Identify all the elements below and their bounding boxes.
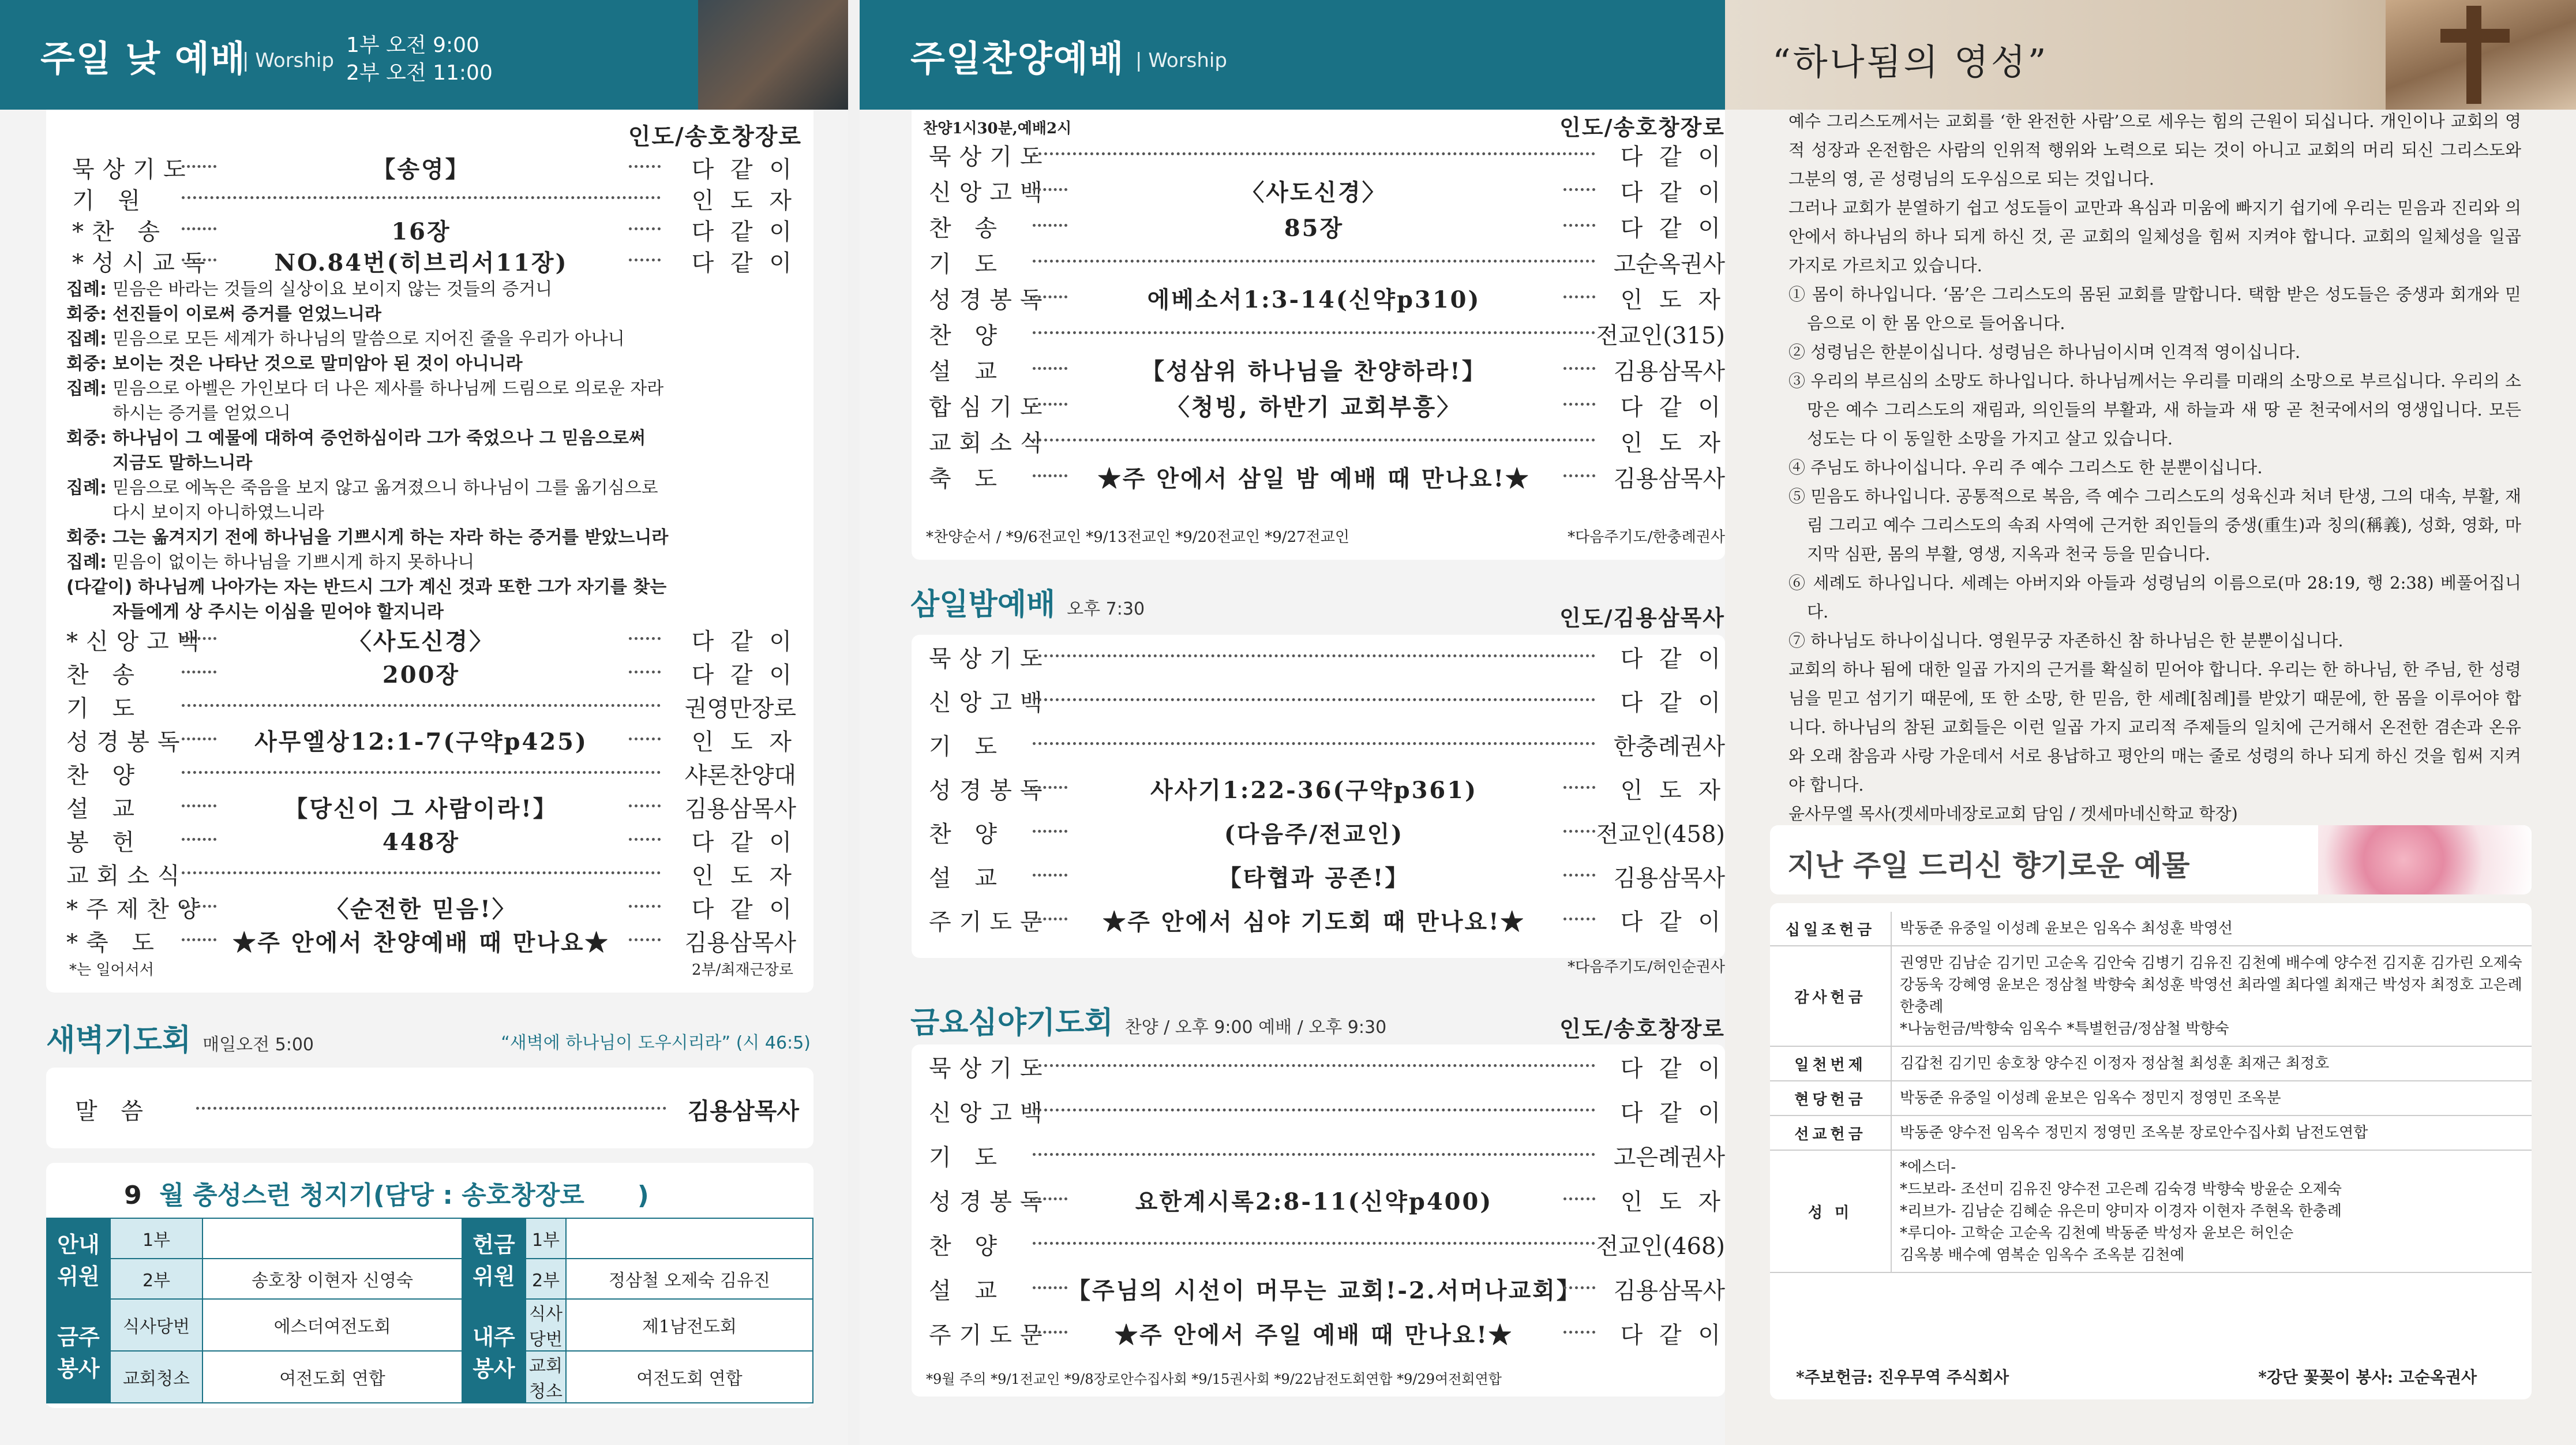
reading-line: [66, 500, 796, 525]
reading-text: 믿음으로 에녹은 죽음을 보지 않고 옮겨졌으니 하나님이 그를 옮기심으로: [112, 478, 658, 498]
order-label: 기 도: [66, 695, 143, 722]
order-content: (다음주/전교인): [1224, 821, 1404, 848]
order-person: 다 같 이: [1620, 215, 1725, 242]
offering-row: [1770, 1046, 2532, 1081]
order-person: 김용삼목사: [1613, 865, 1725, 892]
order-content: NO.84번(히브리서11장): [274, 249, 568, 276]
order-row: [929, 1184, 1725, 1216]
reading-speaker: 집례:: [66, 478, 107, 498]
banner: [0, 0, 848, 110]
reading-line: [66, 401, 796, 426]
reading-speaker: 집례:: [66, 552, 107, 572]
order-label: *주제찬양: [66, 896, 208, 923]
reading-text: 하나님이 그 예물에 대하여 증언하심이라 그가 죽었으나 그 믿음으로써: [112, 428, 646, 448]
reading-text: 선진들이 이로써 증거를 얻었느니라: [112, 304, 382, 324]
reading-text: 믿음으로 아벨은 가인보다 더 나은 제사를 하나님께 드림으로 의로운 자라: [112, 379, 664, 399]
praying-hands-image: [698, 0, 848, 110]
order-person: 다 같 이: [691, 662, 796, 688]
offering-names: *에스더- *드보라- 조선미 김유진 양수전 고은례 김숙경 박향숙 방윤순 오제숙 *리브가- 김남순 김혜순 유은미 양미자 이경자 이현자 주현옥 한충례 *루디아- 고학순 고순옥 김천예 박동준 박성자 윤보은 허인순 김옥봉 배수예 염복순 임옥수 조옥분 김천예: [1891, 1150, 2532, 1272]
column-title: “하나됨의 영성”: [1772, 41, 2049, 83]
order-label: 축 도: [929, 466, 1005, 492]
order-row: [929, 1095, 1725, 1127]
order-row: [66, 891, 796, 923]
order-person: 김용삼목사: [1613, 466, 1725, 492]
offering-type: 일천번제: [1770, 1046, 1891, 1081]
dawn-prayer-title: 새벽기도회 매일오전 5:00: [46, 1023, 314, 1058]
page-afternoon-worship: [860, 0, 1725, 1445]
order-label: 묵상기도: [72, 156, 194, 183]
flower-service: *강단 꽃꽂이 봉사: 고순옥권사: [2258, 1368, 2477, 1387]
order-content: 【타협과 공존!】: [1218, 864, 1410, 892]
offering-names: 박동준 유중일 이성례 윤보은 임옥수 정민지 정영민 조옥분: [1891, 1081, 2532, 1115]
article-paragraph: ② 성령님은 한분이십니다. 성령님은 하나님이시며 인격적 영이십니다.: [1788, 342, 2301, 362]
order-content: 요한계시록2:8-11(신약p400): [1135, 1188, 1493, 1215]
reading-text: 보이는 것은 나타난 것으로 말미암아 된 것이 아니니라: [112, 354, 523, 374]
reading-text: 믿음이 없이는 하나님을 기쁘시게 하지 못하나니: [112, 552, 475, 572]
order-label: 신앙고백: [929, 1100, 1051, 1126]
banner: [860, 0, 1731, 110]
order-content: 〈사도신경〉: [1241, 179, 1387, 206]
offering-names: 박동준 유중일 이성례 윤보은 임옥수 최성훈 박영선: [1891, 912, 2532, 946]
order-label: 합심기도: [929, 394, 1051, 421]
order-content: 〈청빙, 하반기 교회부흥〉: [1166, 394, 1462, 421]
offering-names: 정삼철 오제숙 김유진: [566, 1259, 813, 1299]
order-person: 다 같 이: [691, 829, 796, 856]
order-label: 찬 송: [66, 662, 143, 688]
reading-text: 지금도 말하느니라: [113, 453, 253, 473]
order-label: 묵상기도: [929, 144, 1051, 170]
order-content: 에베소서1:3-14(신약p310): [1147, 286, 1481, 313]
usher-names: 송호창 이현자 신영숙: [203, 1259, 462, 1299]
flower-image: [2318, 825, 2532, 894]
order-row: [929, 816, 1725, 848]
order-content: ★주 안에서 찬양예배 때 만나요★: [233, 929, 610, 956]
reading-speaker: 회중:: [66, 304, 107, 324]
offering-row: [1770, 1150, 2532, 1272]
article-paragraph: ⑦ 하나님도 하나이십니다. 영원무궁 자존하신 참 하나님은 한 분뿐이십니다.: [1788, 631, 2343, 650]
order-content: 85장: [1284, 215, 1344, 242]
order-label: 교회소식: [66, 863, 188, 889]
time-2: 2부 오전 11:00: [346, 61, 493, 85]
order-content: 16장: [391, 218, 451, 245]
order-label: *축 도: [66, 930, 162, 956]
order-row: [66, 791, 796, 823]
responsive-reading: [66, 277, 796, 635]
order-label: 주기도문: [929, 909, 1051, 935]
order-row: [929, 353, 1725, 385]
order-person: 다 같 이: [691, 628, 796, 655]
friday-title: 금요심야기도회 찬양 / 오후 9:00 예배 / 오후 9:30: [910, 1006, 1387, 1040]
order-person: 김용삼목사: [1613, 1278, 1725, 1304]
order-person: 전교인(315): [1596, 323, 1725, 349]
order-label: 찬 양: [66, 762, 143, 789]
article-paragraph: 윤사무엘 목사(겟세마네장로교회 담임 / 겟세마네신학교 학장): [1788, 804, 2238, 823]
order-label: 기 도: [929, 251, 1005, 278]
order-label: 성경봉독: [66, 729, 188, 755]
order-person: 권영만장로: [684, 695, 796, 722]
reading-text: 믿음으로 모든 세계가 하나님의 말씀으로 지어진 줄을 우리가 아나니: [112, 329, 625, 349]
second-service-leader: 2부/최재근장로: [692, 961, 793, 979]
order-content: 200장: [382, 661, 460, 688]
reading-text: 하시는 증거를 얻었으니: [113, 403, 291, 424]
dawn-verse: “새벽에 하나님이 도우시리라” (시 46:5): [501, 1033, 811, 1053]
column-header: [1725, 0, 2576, 110]
article-paragraph: ④ 주님도 하나이십니다. 우리 주 예수 그리스도 한 분뿐이십니다.: [1788, 458, 2263, 477]
steward-title: 9 월 충성스런 청지기(담당 : 송호창장로 ): [124, 1181, 649, 1210]
order-row: [66, 690, 796, 722]
reading-speaker: 집례:: [66, 379, 107, 399]
friday-time: 찬양 / 오후 9:00 예배 / 오후 9:30: [1124, 1017, 1387, 1038]
order-row: [929, 772, 1725, 804]
offering-head: 헌금 위원: [462, 1218, 526, 1299]
order-label: 기 원: [72, 188, 148, 214]
order-row: [66, 623, 796, 656]
order-person: 다 같 이: [691, 156, 796, 183]
article-paragraph: ③ 우리의 부르심의 소망도 하나입니다. 하나님께서는 우리를 미래의 소망으로 부르십니다. 우리의 소망은 예수 그리스도의 재림과, 의인들의 부활과, 새 하늘과 새 땅 곧 천국에서의 영생입니다. 모든 성도는 다 이 동일한 소망을 가지고 살고 있습니다.: [1788, 371, 2521, 448]
order-content: 【당신이 그 사람이라!】: [284, 795, 558, 822]
sermon-row: 말 씀 김용삼목사: [75, 1098, 799, 1125]
order-person: 인 도 자: [691, 729, 796, 755]
order-person: 김용삼목사: [684, 796, 796, 822]
order-content: 【송영】: [372, 156, 470, 183]
reading-text: 믿음은 바라는 것들의 실상이요 보이지 않는 것들의 증거니: [112, 279, 553, 300]
order-row: [66, 824, 796, 856]
order-person: 다 같 이: [1620, 690, 1725, 716]
friday-order: [912, 1045, 1725, 1397]
article-paragraph: ⑥ 세례도 하나입니다. 세례는 아버지와 아들과 성령님의 이름으로(마 28:19, 행 2:38) 베풀어집니다.: [1788, 573, 2521, 622]
dawn-time: 매일오전 5:00: [203, 1035, 314, 1055]
offering-row: [1770, 946, 2532, 1046]
offering-names: 권영만 김남순 김기민 고순옥 김안숙 김병기 김유진 김천예 배수예 양수전 김지훈 김가린 오제숙 강동욱 강혜영 윤보은 정삼철 박향숙 최성훈 박영선 최라엘 최다엘 최재근 박성자 최정호 고은례 한충례 *나눔헌금/박향숙 임옥수 *특별헌금/정삼철 박향숙: [1891, 946, 2532, 1046]
order-content: 〈순전한 믿음!〉: [325, 896, 517, 923]
article-paragraph: 교회의 하나 됨에 대한 일곱 가지의 근거를 확실히 믿어야 합니다. 우리는 한 하나님, 한 주님, 한 성령님을 믿고 섬기기 때문에, 또 한 소망, 한 믿음, 한 세례[침례]를 받았기 때문에, 한 몸을 이루어야 합니다. 하나님의 참된 교회들은 이런 일곱 가지 교리적 주제들의 일치에 근거해서 온전한 겸손과 온유와 오래 참음과 사랑 가운데서 서로 용납하고 평안의 매는 줄로 성령의 하나 되게 하신 것을 힘써 지켜야 합니다.: [1788, 660, 2521, 795]
time-1: 1부 오전 9:00: [346, 33, 479, 57]
order-row: [929, 1139, 1725, 1171]
order-label: 설 교: [66, 796, 143, 822]
offering-banner: [1770, 825, 2532, 894]
reading-line: [66, 451, 796, 476]
reading-speaker: 집례:: [66, 279, 107, 300]
friday-note: *9월 주의 *9/1전교인 *9/8장로안수집사회 *9/15권사회 *9/22남전도회연합 *9/29여전회연합: [926, 1371, 1502, 1387]
order-label: 묵상기도: [929, 1055, 1051, 1082]
order-row: [66, 858, 796, 890]
order-person: 다 같 이: [1620, 394, 1725, 421]
order-person: 인 도 자: [1620, 430, 1725, 456]
reading-line: [66, 550, 796, 575]
order-row: [929, 210, 1725, 242]
order-label: 교회소식: [929, 430, 1051, 456]
order-person: 김용삼목사: [1613, 358, 1725, 385]
order-person: 인 도 자: [691, 863, 796, 889]
order-person: 김용삼목사: [684, 930, 796, 956]
offering-title: 지난 주일 드리신 향기로운 예물: [1787, 849, 2190, 882]
offering-type: 현당헌금: [1770, 1081, 1891, 1115]
steward-box: [46, 1163, 813, 1408]
reading-speaker: (다같이): [66, 577, 133, 597]
order-label: 신앙고백: [929, 179, 1051, 206]
order-row: [929, 138, 1725, 171]
order-row: [72, 245, 796, 277]
order-label: 설 교: [929, 358, 1005, 385]
order-content: ★주 안에서 삼일 밤 예배 때 만나요!★: [1097, 465, 1531, 492]
order-label: 찬 양: [929, 821, 1005, 848]
reading-line: [66, 426, 796, 451]
offering-type: 선교헌금: [1770, 1115, 1891, 1150]
order-row: [929, 1317, 1725, 1349]
order-person: 전교인(468): [1596, 1233, 1725, 1260]
reading-text: 하나님께 나아가는 자는 반드시 그가 계신 것과 또한 그가 자기를 찾는: [138, 577, 667, 597]
order-content: ★주 안에서 주일 예배 때 만나요!★: [1115, 1322, 1513, 1349]
order-label: 기 도: [929, 733, 1005, 760]
page-column: [1725, 0, 2576, 1445]
wednesday-note: *다음주기도/허인순권사: [1568, 959, 1725, 976]
order-content: ★주 안에서 심야 기도회 때 만나요!★: [1103, 908, 1525, 935]
order-of-worship: [46, 110, 813, 993]
reading-speaker: 집례:: [66, 329, 107, 349]
wednesday-order: [912, 635, 1725, 958]
offering-list: [1770, 903, 2532, 1399]
reading-text: 자들에게 상 주시는 이심을 믿어야 할지니라: [113, 602, 444, 622]
order-person: 다 같 이: [1620, 909, 1725, 935]
reading-line: [66, 351, 796, 376]
this-week-head: 금주 봉사: [47, 1299, 110, 1403]
order-content: 사사기1:22-36(구약p361): [1150, 777, 1478, 804]
order-row: [72, 151, 796, 184]
order-person: 다 같 이: [1620, 646, 1725, 672]
afternoon-order: [912, 110, 1725, 560]
order-person: 다 같 이: [1620, 1055, 1725, 1082]
order-row: [66, 924, 796, 957]
order-label: 묵상기도: [929, 646, 1051, 672]
reading-line: [66, 525, 796, 550]
reading-line: [66, 327, 796, 351]
wednesday-time: 오후 7:30: [1067, 599, 1145, 619]
article-paragraph: ① 몸이 하나입니다. ‘몸’은 그리스도의 몸된 교회를 말합니다. 택함 받은 성도들은 중생과 회개와 믿음으로 이 한 몸 안으로 들어옵니다.: [1788, 284, 2521, 333]
order-person: 인 도 자: [1620, 1189, 1725, 1215]
order-content: 【주님의 시선이 머무는 교회!-2.서머나교회】: [1067, 1277, 1581, 1304]
order-row: [929, 904, 1725, 936]
dawn-box: [46, 1068, 813, 1148]
bulletin-offering: *주보헌금: 진우무역 주식회사: [1796, 1368, 2009, 1387]
order-label: 성경봉독: [929, 287, 1051, 313]
afternoon-subtitle: 찬양1시30분,예배2시: [923, 120, 1072, 137]
order-row: [929, 860, 1725, 892]
order-person: 한충례권사: [1613, 733, 1725, 760]
order-person: 인 도 자: [1620, 287, 1725, 313]
order-person: 다 같 이: [1620, 1322, 1725, 1349]
order-row: [66, 757, 796, 789]
order-row: [929, 1228, 1725, 1260]
stand-note: *는 일어서서: [69, 961, 154, 979]
order-person: 전교인(458): [1596, 821, 1725, 848]
order-label: 기 도: [929, 1144, 1005, 1171]
worship-leader: 인도/송호창장로: [628, 123, 802, 150]
order-person: 다 같 이: [1620, 179, 1725, 206]
offering-names: 김갑천 김기민 송호창 양수진 이정자 정삼철 최성훈 최재근 최정호: [1891, 1046, 2532, 1081]
wednesday-leader: 인도/김용삼목사: [1559, 605, 1725, 631]
reading-text: 그는 옮겨지기 전에 하나님을 기쁘시게 하는 자라 하는 증거를 받았느니라: [112, 527, 669, 548]
banner-title: 주일 낮 예배: [40, 38, 246, 80]
order-person: 다 같 이: [1620, 1100, 1725, 1126]
order-person: 다 같 이: [691, 896, 796, 923]
order-content: 【성삼위 하나님을 찬양하라!】: [1141, 358, 1487, 385]
order-label: 설 교: [929, 865, 1005, 892]
order-content: 〈사도신경〉: [348, 628, 494, 655]
cross-hands-image: [2386, 0, 2576, 110]
order-row: [929, 425, 1725, 457]
order-person: 다 같 이: [691, 250, 796, 276]
offering-row: [1770, 1115, 2532, 1150]
order-label: *성시교독: [72, 250, 213, 276]
column-article: [1788, 107, 2521, 828]
next-week-head: 내주 봉사: [462, 1299, 526, 1403]
order-label: 성경봉독: [929, 1189, 1051, 1215]
offering-type: 성 미: [1770, 1150, 1891, 1272]
reading-line: [66, 600, 796, 624]
offering-type: 십일조헌금: [1770, 912, 1891, 946]
article-paragraph: 예수 그리스도께서는 교회를 ‘한 완전한 사람’으로 세우는 힘의 근원이 되십니다. 개인이나 교회의 영적 성장과 온전함은 사람의 인위적 행위와 노력으로 되는 것이 아니고 교회의 머리 되신 그리스도와 그분의 영, 곧 성령님의 도우심으로 되는 것입니다.: [1788, 111, 2521, 189]
reading-line: [66, 376, 796, 401]
offering-table: [1770, 912, 2532, 1273]
order-label: 찬 송: [929, 215, 1005, 242]
order-row: [929, 317, 1725, 350]
order-person: 샤론찬양대: [684, 762, 796, 789]
order-label: 봉 헌: [66, 829, 143, 856]
banner-worship: | Worship: [242, 49, 334, 72]
order-row: [929, 461, 1725, 493]
order-row: [66, 657, 796, 689]
afternoon-leader: 인도/송호창장로: [1559, 114, 1725, 140]
reading-speaker: 회중:: [66, 428, 107, 448]
order-row: [72, 182, 796, 215]
order-row: [929, 282, 1725, 314]
order-person: 고은례권사: [1613, 1144, 1725, 1171]
article-paragraph: 그러나 교회가 분열하기 쉽고 성도들이 교만과 욕심과 미움에 빠지기 쉽기에 우리는 믿음과 진리와 의안에서 하나님의 하나 되게 하신 것, 곧 교회의 일체성을 힘써 지켜야 합니다. 교회의 일체성을 일곱 가지로 가르치고 있습니다.: [1788, 198, 2521, 275]
offering-row: [1770, 1081, 2532, 1115]
order-row: [929, 684, 1725, 717]
banner-title: 주일찬양예배: [910, 38, 1125, 80]
order-row: [929, 174, 1725, 207]
reading-line: [66, 277, 796, 302]
reading-line: [66, 575, 796, 600]
order-content: 사무엘상12:1-7(구약p425): [254, 728, 588, 755]
usher-head: 안내 위원: [47, 1218, 110, 1299]
order-label: 주기도문: [929, 1322, 1051, 1349]
order-label: 성경봉독: [929, 777, 1051, 804]
page-morning-worship: [0, 0, 848, 1445]
reading-speaker: 회중:: [66, 527, 107, 548]
order-row: [929, 1050, 1725, 1083]
order-person: 인 도 자: [691, 188, 796, 214]
offering-type: 감사헌금: [1770, 946, 1891, 1046]
order-row: [929, 641, 1725, 673]
order-label: *신앙고백: [66, 628, 208, 655]
order-person: 인 도 자: [1620, 777, 1725, 804]
order-row: [72, 214, 796, 246]
friday-leader: 인도/송호창장로: [1559, 1016, 1725, 1042]
praise-schedule: *찬양순서 / *9/6전교인 *9/13전교인 *9/20전교인 *9/27전교인: [926, 529, 1349, 546]
duty-table: 안내 위원 1부 헌금 위원 1부 2부 송호창 이현자 신영숙 2부 정삼철 오제숙 김유진 금주 봉사 식사당번 에스더여전도회 내주 봉사 식사당번 제1남전도회 교회청소 여전도회 연합 교회청소 여전도회 연합: [46, 1218, 813, 1403]
offering-names: 박동준 양수전 임옥수 정민지 정영민 조옥분 장로안수집사회 남전도연합: [1891, 1115, 2532, 1150]
order-label: 설 교: [929, 1278, 1005, 1304]
reading-line: [66, 302, 796, 327]
wednesday-title: 삼일밤예배 오후 7:30: [910, 587, 1145, 622]
offering-row: [1770, 912, 2532, 946]
order-content: 448장: [382, 829, 460, 856]
order-person: 다 같 이: [691, 219, 796, 245]
order-row: [66, 724, 796, 756]
next-week-prayer: *다음주기도/한충례권사: [1568, 529, 1725, 546]
order-row: [929, 728, 1725, 761]
reading-line: [66, 476, 796, 500]
reading-speaker: 회중:: [66, 354, 107, 374]
order-row: [929, 246, 1725, 278]
order-row: [929, 1272, 1725, 1305]
order-label: *찬 송: [72, 219, 168, 245]
order-person: 고순옥권사: [1613, 251, 1725, 278]
order-row: [929, 389, 1725, 421]
order-label: 찬 양: [929, 323, 1005, 349]
order-label: 찬 양: [929, 1233, 1005, 1260]
order-person: 다 같 이: [1620, 144, 1725, 170]
order-label: 신앙고백: [929, 690, 1051, 716]
article-paragraph: ⑤ 믿음도 하나입니다. 공통적으로 복음, 즉 예수 그리스도의 성육신과 처녀 탄생, 그의 대속, 부활, 재림 그리고 예수 그리스도의 속죄 사역에 근거한 죄인들의 중생(重生)과 칭의(稱義), 성화, 영화, 마지막 심판, 몸의 부활, 영생, 지옥과 천국 등을 믿습니다.: [1788, 486, 2521, 564]
reading-text: 다시 보이지 아니하였느니라: [113, 503, 324, 523]
service-times: [346, 32, 493, 87]
banner-worship: | Worship: [1135, 49, 1227, 72]
